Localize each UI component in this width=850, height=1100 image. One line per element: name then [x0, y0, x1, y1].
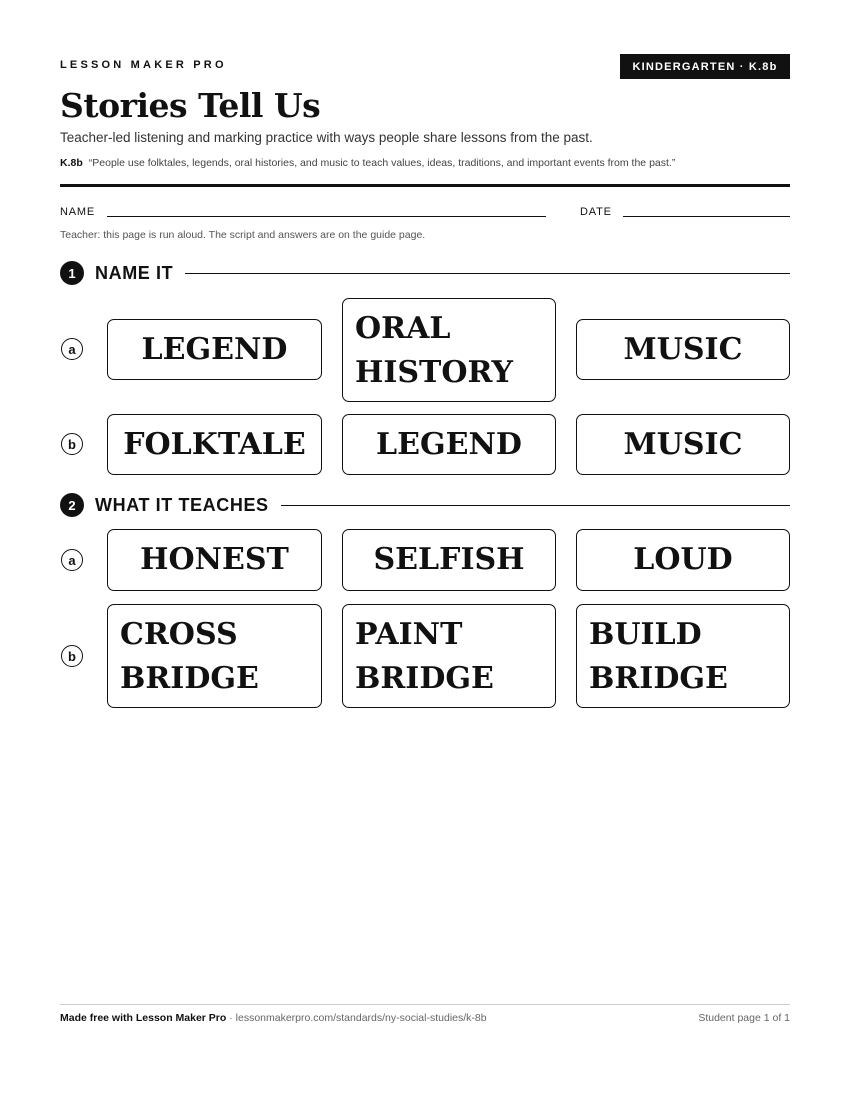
row-label: b	[61, 645, 83, 667]
answer-card[interactable]	[576, 604, 790, 708]
page-subtitle: Teacher-led listening and marking practice with ways people share lessons from the past.	[60, 130, 593, 145]
card-text: MUSIC	[623, 426, 743, 462]
section-number-badge: 2	[60, 493, 84, 517]
card-text-line-2: HISTORY	[355, 355, 513, 390]
header-divider	[60, 184, 790, 187]
card-text: LOUD	[633, 542, 733, 577]
answer-card[interactable]	[107, 414, 322, 475]
row-label: a	[61, 338, 83, 360]
section-divider	[185, 273, 790, 274]
card-text-line-1: PAINT	[355, 617, 463, 652]
card-text: LEGEND	[141, 331, 288, 367]
footer-made-with: Made free with Lesson Maker Pro	[60, 1012, 227, 1024]
answer-card[interactable]	[107, 529, 322, 591]
answer-card[interactable]	[342, 414, 556, 475]
section-divider	[281, 505, 790, 506]
card-text-line-1: BUILD	[589, 617, 702, 652]
standard-line	[60, 157, 675, 169]
teacher-note: Teacher: this page is run aloud. The script and answers are on the guide page.	[60, 229, 426, 241]
card-text-line-2: BRIDGE	[355, 661, 494, 696]
section-title: WHAT IT TEACHES	[95, 494, 269, 515]
footer-credit	[60, 1012, 487, 1024]
section-number-badge: 1	[60, 261, 84, 285]
footer-url: · lessonmakerpro.com/standards/ny-social-studies/k-8b	[226, 1012, 487, 1024]
standard-text: “People use folktales, legends, oral histories, and music to teach values, ideas, traditions, and important events from the past.”	[88, 157, 676, 169]
name-field-line[interactable]	[107, 216, 546, 217]
answer-card[interactable]	[107, 604, 322, 708]
card-text-line-1: CROSS	[120, 617, 238, 652]
card-text: LEGEND	[376, 426, 522, 462]
page-title: Stories Tell Us	[60, 86, 321, 125]
answer-card[interactable]	[576, 529, 790, 591]
card-text-line-2: BRIDGE	[120, 661, 259, 696]
grade-badge: KINDERGARTEN · K.8b	[620, 54, 790, 79]
card-text: SELFISH	[373, 542, 525, 577]
card-text: HONEST	[140, 542, 289, 577]
answer-card[interactable]	[342, 604, 556, 708]
answer-card[interactable]	[107, 319, 322, 380]
answer-card[interactable]	[342, 529, 556, 591]
section-1-header	[60, 261, 790, 285]
answer-card[interactable]	[576, 414, 790, 475]
answer-card[interactable]	[576, 319, 790, 380]
brand-name: LESSON MAKER PRO	[60, 59, 227, 71]
card-text: MUSIC	[623, 331, 743, 367]
card-text: FOLKTALE	[123, 426, 306, 462]
footer-divider	[60, 1004, 790, 1005]
answer-card[interactable]	[342, 298, 556, 402]
date-field-line[interactable]	[623, 216, 790, 217]
name-label: NAME	[60, 206, 95, 218]
date-label: DATE	[580, 206, 612, 218]
row-label: a	[61, 549, 83, 571]
section-title: NAME IT	[95, 262, 174, 283]
standard-code: K.8b	[60, 157, 83, 169]
card-text-line-2: BRIDGE	[589, 661, 728, 696]
section-2-header	[60, 493, 790, 517]
row-label: b	[61, 433, 83, 455]
footer-page-number: Student page 1 of 1	[698, 1012, 790, 1024]
card-text-line-1: ORAL	[355, 311, 451, 346]
